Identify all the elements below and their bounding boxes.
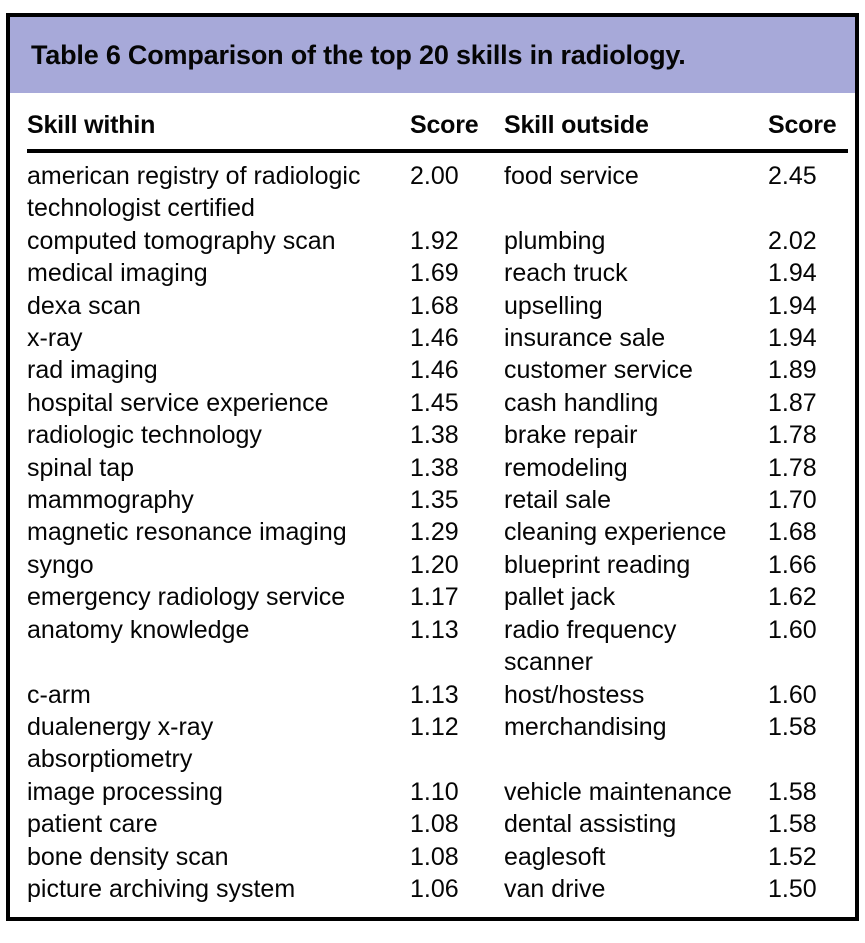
- score-within-cell: 1.38: [410, 453, 459, 482]
- score-within-cell: 1.46: [410, 356, 459, 385]
- table-title: Table 6 Comparison of the top 20 skills in radiology.: [31, 40, 686, 70]
- table-row: [27, 419, 848, 451]
- table-row: [27, 614, 848, 679]
- skill-outside-cell: merchandising: [504, 712, 667, 741]
- skill-outside-cell: cash handling: [504, 388, 659, 417]
- table-row: [27, 387, 848, 419]
- skill-outside-cell: host/hostess: [504, 680, 645, 709]
- table-row: [27, 776, 848, 808]
- table-body: [27, 151, 848, 905]
- col-header-skill-outside: Skill outside: [504, 111, 768, 151]
- skills-comparison-table: [27, 111, 848, 905]
- score-within-cell: 1.08: [410, 810, 459, 839]
- skill-within-cell: c-arm: [27, 680, 91, 709]
- score-within-cell: 1.17: [410, 583, 459, 612]
- score-outside-cell: 1.94: [768, 259, 817, 288]
- skill-within-cell: computed tomography scan: [27, 226, 336, 255]
- table-header: [27, 111, 848, 151]
- skill-outside-cell: retail sale: [504, 486, 611, 515]
- score-outside-cell: 1.78: [768, 421, 817, 450]
- score-within-cell: 1.38: [410, 421, 459, 450]
- skill-outside-cell: brake repair: [504, 421, 638, 450]
- score-outside-cell: 1.70: [768, 486, 817, 515]
- skill-outside-cell: van drive: [504, 874, 606, 903]
- skill-within-cell: image processing: [27, 777, 223, 806]
- score-outside-cell: 1.58: [768, 712, 817, 741]
- skill-outside-cell: insurance sale: [504, 324, 666, 353]
- skill-outside-cell: dental assisting: [504, 810, 677, 839]
- score-outside-cell: 1.52: [768, 842, 817, 871]
- skill-outside-cell: food service: [504, 162, 639, 190]
- skill-within-cell: rad imaging: [27, 356, 158, 385]
- col-header-skill-within: Skill within: [27, 111, 410, 151]
- skill-outside-cell: radio frequency scanner: [504, 615, 677, 677]
- score-outside-cell: 2.02: [768, 226, 817, 255]
- skill-outside-cell: customer service: [504, 356, 693, 385]
- skill-outside-cell: vehicle maintenance: [504, 777, 732, 806]
- score-within-cell: 1.35: [410, 486, 459, 515]
- table-row: [27, 841, 848, 873]
- table-figure-frame: [6, 13, 859, 921]
- skill-within-cell: x-ray: [27, 324, 83, 353]
- skill-within-cell: emergency radiology service: [27, 583, 346, 612]
- table-row: [27, 516, 848, 548]
- skill-outside-cell: reach truck: [504, 259, 628, 288]
- score-outside-cell: 1.58: [768, 777, 817, 806]
- skill-within-cell: magnetic resonance imaging: [27, 518, 347, 547]
- col-header-score-within: Score: [410, 111, 504, 151]
- skill-within-cell: picture archiving system: [27, 874, 296, 903]
- score-within-cell: 1.20: [410, 550, 459, 579]
- table-row: [27, 549, 848, 581]
- score-outside-cell: 1.62: [768, 583, 817, 612]
- skill-outside-cell: blueprint reading: [504, 550, 691, 579]
- score-within-cell: 1.06: [410, 874, 459, 903]
- score-within-cell: 1.68: [410, 291, 459, 320]
- skill-outside-cell: pallet jack: [504, 583, 616, 612]
- table-row: [27, 290, 848, 322]
- skill-within-cell: mammography: [27, 486, 194, 515]
- table-row: [27, 581, 848, 613]
- skill-within-cell: dualenergy x-ray absorptiometry: [27, 712, 214, 774]
- score-outside-cell: 1.60: [768, 615, 817, 644]
- score-outside-cell: 1.94: [768, 291, 817, 320]
- table-row: [27, 679, 848, 711]
- table-row: [27, 257, 848, 289]
- score-outside-cell: 1.89: [768, 356, 817, 385]
- score-outside-cell: 1.87: [768, 388, 817, 417]
- skill-within-cell: bone density scan: [27, 842, 229, 871]
- score-outside-cell: 1.60: [768, 680, 817, 709]
- col-header-score-outside: Score: [768, 111, 848, 151]
- score-outside-cell: 1.78: [768, 453, 817, 482]
- table-row: [27, 151, 848, 225]
- table-row: [27, 452, 848, 484]
- skill-within-cell: hospital service experience: [27, 388, 329, 417]
- header-row: [27, 111, 848, 151]
- skill-within-cell: spinal tap: [27, 453, 135, 482]
- skill-outside-cell: plumbing: [504, 226, 606, 255]
- score-within-cell: 1.13: [410, 615, 459, 644]
- score-outside-cell: 1.68: [768, 518, 817, 547]
- table-row: [27, 873, 848, 905]
- skill-within-cell: dexa scan: [27, 291, 141, 320]
- skill-within-cell: anatomy knowledge: [27, 615, 250, 644]
- table-caption-band: [10, 17, 855, 93]
- score-within-cell: 1.12: [410, 712, 459, 741]
- table-row: [27, 484, 848, 516]
- table-content-area: [10, 93, 855, 917]
- skill-within-cell: syngo: [27, 550, 94, 579]
- table-row: [27, 808, 848, 840]
- table-row: [27, 322, 848, 354]
- skill-within-cell: patient care: [27, 810, 158, 839]
- score-within-cell: 1.10: [410, 777, 459, 806]
- score-within-cell: 1.08: [410, 842, 459, 871]
- table-row: [27, 225, 848, 257]
- table-row: [27, 354, 848, 386]
- score-within-cell: 1.69: [410, 259, 459, 288]
- score-within-cell: 1.29: [410, 518, 459, 547]
- skill-within-cell: american registry of radiologic technologist certified: [27, 162, 361, 223]
- score-within-cell: 1.45: [410, 388, 459, 417]
- score-outside-cell: 1.66: [768, 550, 817, 579]
- skill-within-cell: radiologic technology: [27, 421, 262, 450]
- skill-outside-cell: upselling: [504, 291, 603, 320]
- skill-outside-cell: cleaning experience: [504, 518, 727, 547]
- score-outside-cell: 2.45: [768, 162, 817, 190]
- score-within-cell: 1.13: [410, 680, 459, 709]
- score-outside-cell: 1.58: [768, 810, 817, 839]
- score-within-cell: 1.46: [410, 324, 459, 353]
- skill-within-cell: medical imaging: [27, 259, 208, 288]
- score-outside-cell: 1.50: [768, 874, 817, 903]
- score-within-cell: 2.00: [410, 162, 459, 190]
- score-outside-cell: 1.94: [768, 324, 817, 353]
- skill-outside-cell: remodeling: [504, 453, 628, 482]
- score-within-cell: 1.92: [410, 226, 459, 255]
- skill-outside-cell: eaglesoft: [504, 842, 606, 871]
- table-row: [27, 711, 848, 776]
